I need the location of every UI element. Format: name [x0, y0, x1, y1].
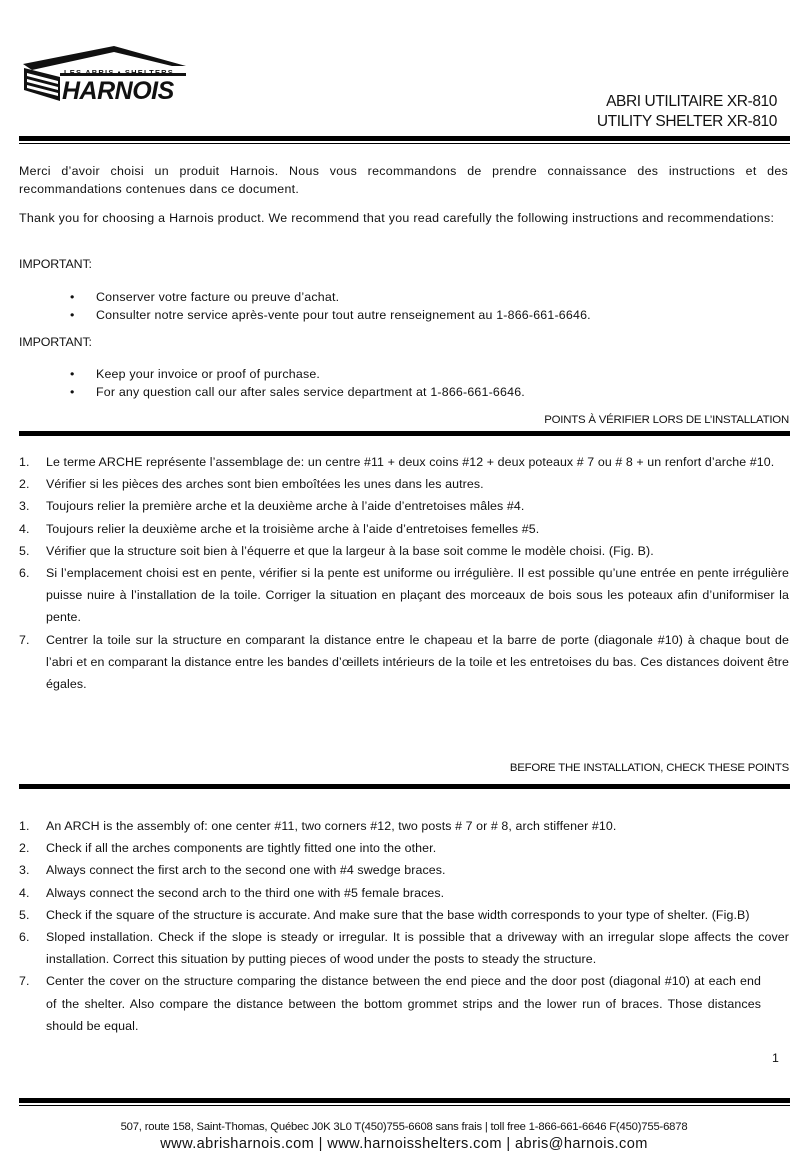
list-item: 7. Centrer la toile sur la structure en comparant la distance entre le chapeau et la barre de porte (diagonale #10) à chaque bout de l’abri et en comparant la distance entre les bandes d’œillets intérieurs de la toile et les entretoises du bas. Ces distances doivent être égales.	[19, 632, 789, 692]
list-item: • Keep your invoice or proof of purchase.	[70, 365, 525, 383]
logo-subtitle: LES ABRIS • SHELTERS	[64, 68, 174, 77]
list-item: 4. Toujours relier la deuxième arche et la troisième arche à l’aide d’entretoises femelles #5.	[19, 521, 540, 536]
list-item: 6. Si l’emplacement choisi est en pente, vérifier si la pente est uniforme ou irrégulière. Il est possible qu’une entrée en pente irrégulière puisse nuire à l’installation de la toile. Corriger la situation en plaçant des morceaux de bois sous les poteaux afin d’uniformiser la pente.	[19, 566, 789, 625]
section-heading-en: BEFORE THE INSTALLATION, CHECK THESE POINTS	[509, 762, 789, 774]
intro-en: Thank you for choosing a Harnois product. We recommend that you read carefully the following instructions and recommendations:	[19, 211, 775, 225]
footer-rule-thin	[19, 1105, 790, 1106]
intro-fr: Merci d’avoir choisi un produit Harnois. Nous vous recommandons de prendre connaissance des instructions et des recommandations contenues dans ce document.	[19, 164, 788, 196]
important-list-en	[70, 365, 525, 401]
list-item: 1. An ARCH is the assembly of: one center #11, two corners #12, two posts # 7 or # 8, arch stiffener #10.	[19, 819, 617, 833]
header-rule	[19, 136, 790, 141]
list-item: • For any question call our after sales service department at 1-866-661-6646.	[70, 383, 525, 401]
page-number: 1	[772, 1051, 779, 1065]
checklist-en	[19, 815, 789, 1037]
list-item: 5. Check if the square of the structure is accurate. And make sure that the base width corresponds to your type of shelter. (Fig.B)	[19, 907, 750, 922]
list-item: • Consulter notre service après-vente pour tout autre renseignement au 1-866-661-6646.	[70, 306, 591, 324]
footer-rule	[19, 1098, 790, 1103]
title-fr: ABRI UTILITAIRE XR-810	[606, 93, 777, 110]
list-item: 5. Vérifier que la structure soit bien à l’équerre et que la largeur à la base soit comme le modèle choisi. (Fig. B).	[19, 543, 654, 558]
list-item: 1. Le terme ARCHE représente l’assemblage de: un centre #11 + deux coins #12 + deux poteaux # 7 ou # 8 + un renfort d’arche #10.	[19, 455, 775, 469]
list-item: 7. Center the cover on the structure comparing the distance between the end piece and the door post (diagonal #10) at each end of the shelter. Also compare the distance between the bottom grommet strips and the lower run of braces. Those distances should be equal.	[19, 974, 761, 1033]
list-item: 3. Toujours relier la première arche et la deuxième arche à l’aide d’entretoises mâles #4.	[19, 499, 525, 514]
list-item: 4. Always connect the second arch to the third one with #5 female braces.	[19, 885, 445, 900]
list-item: 2. Vérifier si les pièces des arches sont bien emboîtées les unes dans les autres.	[19, 477, 484, 492]
section-rule-fr	[19, 431, 790, 436]
important-label-en: IMPORTANT:	[19, 335, 92, 349]
list-item: 3. Always connect the first arch to the second one with #4 swedge braces.	[19, 863, 446, 878]
list-item: • Conserver votre facture ou preuve d’achat.	[70, 288, 591, 306]
title-en: UTILITY SHELTER XR-810	[596, 113, 777, 130]
list-item: 6. Sloped installation. Check if the slope is steady or irregular. It is possible that a driveway with an irregular slope affects the cover installation. Correct this situation by putting pieces of wood under the posts to steady the structure.	[19, 930, 789, 967]
section-heading-fr: POINTS À VÉRIFIER LORS DE L’INSTALLATION	[544, 414, 789, 426]
footer-web-links: www.abrisharnois.com | www.harnoisshelters.com | abris@harnois.com	[160, 1136, 648, 1152]
important-list-fr	[70, 288, 591, 324]
checklist-fr	[19, 451, 789, 695]
section-rule-en	[19, 784, 790, 789]
header-rule-thin	[19, 143, 790, 144]
document-title	[597, 92, 777, 132]
footer-address: 507, route 158, Saint-Thomas, Québec J0K 3L0 T(450)755-6608 sans frais | toll free 1-866-661-6646 F(450)755-6878	[120, 1121, 688, 1133]
list-item: 2. Check if all the arches components are tightly fitted one into the other.	[19, 841, 437, 856]
important-label-fr: IMPORTANT:	[19, 257, 92, 271]
logo-name: HARNOIS	[62, 77, 174, 105]
harnois-logo	[22, 44, 192, 106]
